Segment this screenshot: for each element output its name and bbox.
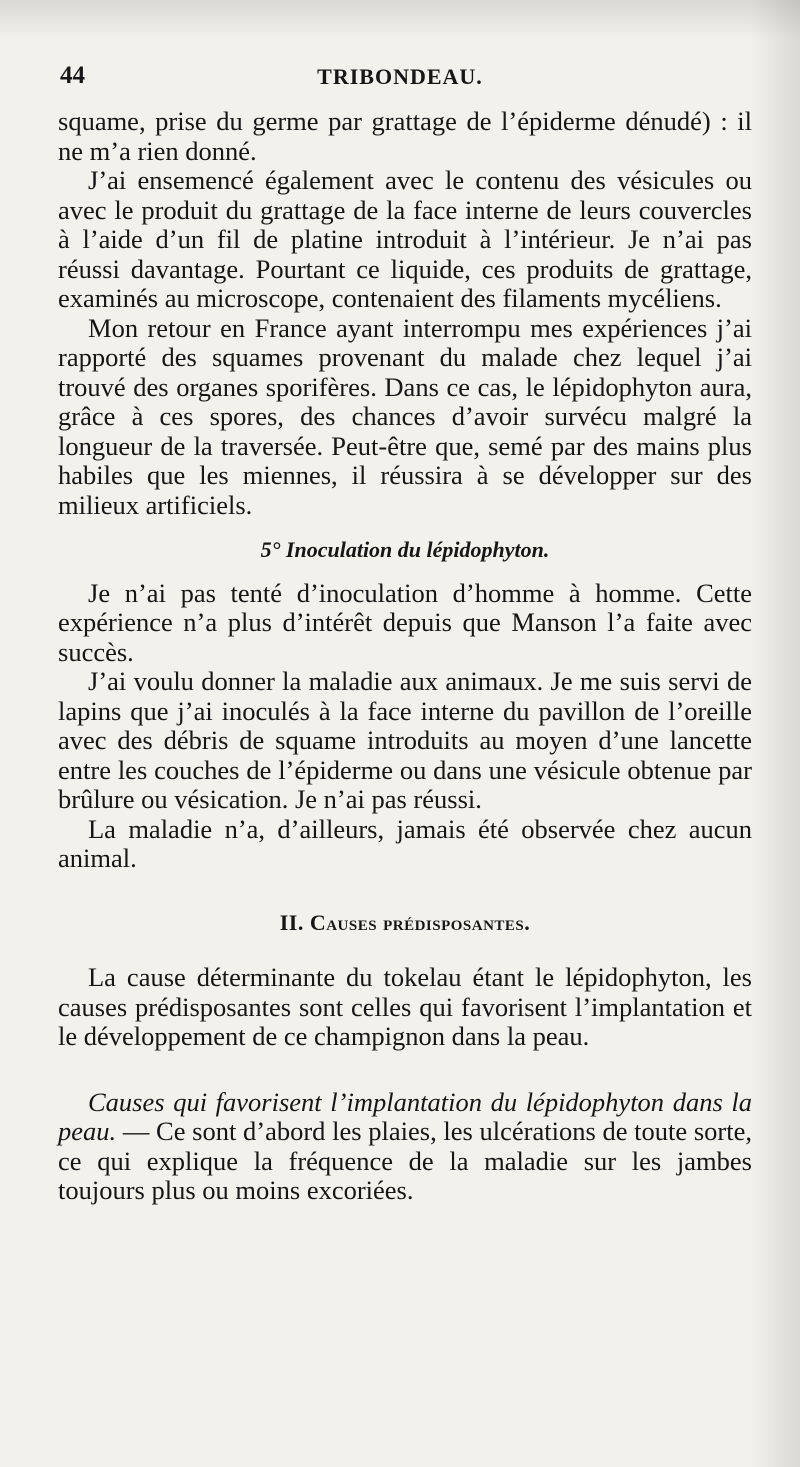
running-title: TRIBONDEAU. [317, 64, 483, 89]
paragraph-inoculation-man: Je n’ai pas tenté d’inoculation d’homme à homme. Cette expérience n’a plus d’intérêt depuis que Manson l’a faite avec succès. [58, 577, 752, 667]
paragraph-determining-cause: La cause déterminante du tokelau étant le lépidophyton, les causes prédisposantes sont celles qui favorisent l’implantation et le développement de ce champignon dans la peau. [58, 962, 752, 1051]
paragraph-return-france: Mon retour en France ayant interrompu mes expériences j’ai rapporté des squames provenant du malade chez lequel j’ai trouvé des organes sporifères. Dans ce cas, le lépidophyton aura, grâce à ces spores, des chances d’avoir survécu malgré la longueur de la traversée. Peut-être que, semé par des mains plus habiles que les miennes, il réussira à se développer sur des milieux artificiels. [58, 312, 752, 520]
paragraph-no-animal: La maladie n’a, d’ailleurs, jamais été observée chez aucun animal. [58, 813, 752, 873]
chapter-number: II. [279, 909, 304, 935]
chapter-title: Causes prédisposantes. [309, 909, 531, 935]
section-heading-inoculation: 5° Inoculation du lépidophyton. [260, 537, 550, 562]
paragraph-implantation-text: — Ce sont d’abord les plaies, les ulcérations de toute sorte, ce qui explique la fréquence de la maladie sur les jambes toujours plus ou moins excoriées. [58, 1116, 752, 1205]
body-text [58, 107, 752, 1206]
paragraph-inoculation-animals: J’ai voulu donner la maladie aux animaux. Je me suis servi de lapins que j’ai inoculés à la face interne du pavillon de l’oreille avec des débris de squame introduits au moyen d’une lancette entre les couches de l’épiderme ou dans une vésicule obtenue par brûlure ou vésication. Je n’ai pas réussi. [58, 666, 752, 814]
page-number: 44 [60, 62, 85, 89]
paragraph-implantation-causes [58, 1088, 752, 1206]
chapter-heading-predisposing-causes [58, 908, 752, 938]
paragraph-culture: J’ai ensemencé également avec le contenu des vésicules ou avec le produit du grattage de la face interne de leurs couvercles à l’aide d’un fil de platine introduit à l’intérieur. Je n’ai pas réussi davantage. Pourtant ce liquide, ces produits de grattage, examinés au microscope, contenaient des filaments mycéliens. [58, 165, 752, 313]
subheading-implantation: Causes qui favorisent l’implantation du lépidophyton dans la peau. [58, 1086, 752, 1146]
running-head [60, 62, 740, 96]
paragraph-continued: squame, prise du germe par grattage de l’épiderme dénudé) : il ne m’a rien donné. [58, 106, 752, 166]
